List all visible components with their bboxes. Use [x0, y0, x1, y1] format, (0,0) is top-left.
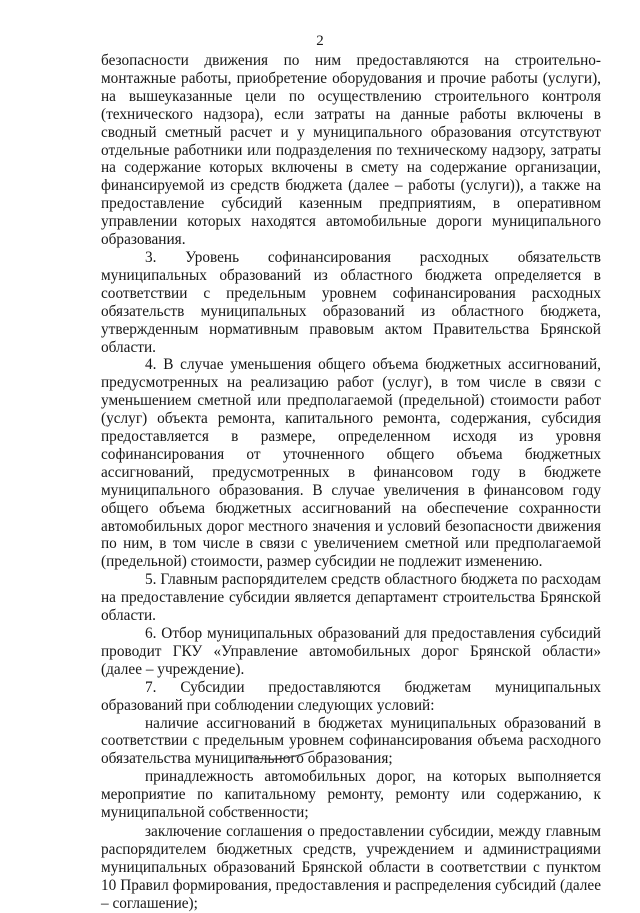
condition-appropriations: наличие ассигнований в бюджетах муниципальных образований в соответствии с предельным уровнем софинансирования объема расходного обязательства муниципального образования;: [101, 714, 601, 768]
condition-road-ownership: принадлежность автомобильных дорог, на которых выполняется мероприятие по капитальному ремонту, ремонту или содержанию, к муниципальной собственности;: [101, 768, 601, 822]
paragraph-item-3: 3. Уровень софинансирования расходных обязательств муниципальных образований из областного бюджета определяется в соответствии с предельным уровнем софинансирования расходных обязательств муниципальных образований из областного бюджета, утвержденным нормативным правовым актом Правительства Брянской области.: [101, 248, 601, 356]
paragraph-item-7: 7. Субсидии предоставляются бюджетам муниципальных образований при соблюдении следующих условий:: [101, 678, 601, 714]
paragraph-item-5: 5. Главным распорядителем средств областного бюджета по расходам на предоставление субсидии является департамент строительства Брянской области.: [101, 571, 601, 625]
condition-agreement: заключение соглашения о предоставлении субсидии, между главным распорядителем бюджетных средств, учреждением и администрациями муниципальных образований Брянской области в соответствии с пунктом 10 Правил формирования, предоставления и распределения субсидий (далее – соглашение);: [101, 822, 601, 912]
paragraph-continuation: безопасности движения по ним предоставляются на строительно-монтажные работы, приобретение оборудования и прочие работы (услуги), на вышеуказанные цели по осуществлению строительного контроля (технического надзора), если затраты на данные работы включены в сводный сметный расчет и у муниципального образования отсутствуют отдельные работники или подразделения по техническому надзору, затраты на содержание которых включены в смету на содержание организации, финансируемой из средств бюджета (далее – работы (услуги)), а также на предоставление субсидий казенным предприятиям, в оперативном управлении которых находятся автомобильные дороги муниципального образования.: [101, 52, 601, 249]
page-number: 2: [316, 33, 324, 49]
document-body: [101, 52, 601, 913]
paragraph-item-4: 4. В случае уменьшения общего объема бюджетных ассигнований, предусмотренных на реализацию работ (услуг), в том числе в связи с уменьшением сметной или предполагаемой (предельной) стоимости работ (услуг) объекта ремонта, капитального ремонта, содержания, субсидия предоставляется в размере, определенном исходя из уровня софинансирования от уточненного общего объема бюджетных ассигнований, предусмотренных в финансовом году в бюджете муниципального образования. В случае увеличения в финансовом году общего объема бюджетных ассигнований на обеспечение сохранности автомобильных дорог местного значения и условий безопасности движения по ним, в том числе в связи с увеличением сметной или предполагаемой (предельной) стоимости, размер субсидии не подлежит изменению.: [101, 356, 601, 571]
paragraph-item-6: 6. Отбор муниципальных образований для предоставления субсидий проводит ГКУ «Управление автомобильных дорог Брянской области» (далее – учреждение).: [101, 625, 601, 678]
handwritten-underline-mark: [246, 748, 316, 762]
